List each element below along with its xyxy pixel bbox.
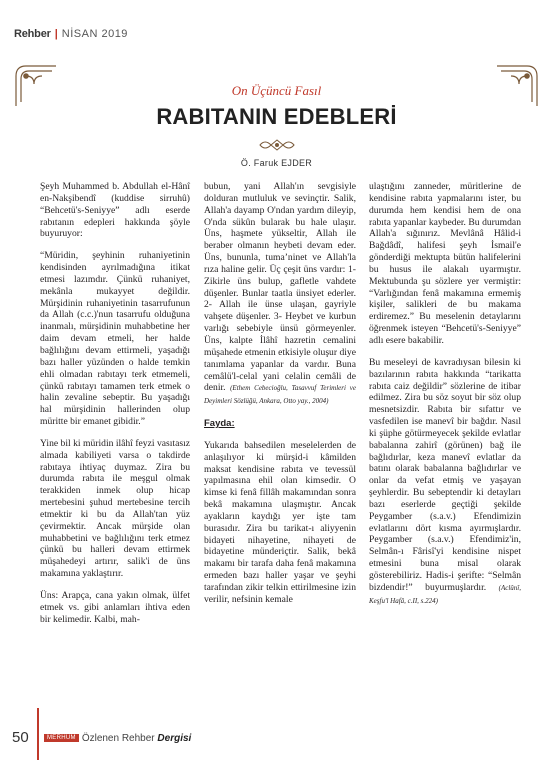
paragraph: “Müridin, şeyhinin ruhaniyetinin kendisinden ayrılmadığına itikat etmesi lazımdır. Çünkü ruhaniyet, mekânla mukayyet değildir. Mürşidinin ruhaniyetinin tasarrufunun da Allah (c.c.)'nun tasarrufu olduğuna inanmalı, mürşidinin muhabbetine her daim devam etmeli, her halde bağlılığını devam ettirmeli, yaşadığı bazı haller yüzünden o halde temkin ehli olmadan rabıtayı terk etmemeli, çünkü rabıtayı tamamen terk etmek o halin zevaline sebeptir. Bu yaşadığı hal mürşidinin hallerinden olup müritte bir emanet gibidir.”	[40, 250, 190, 428]
text-column-2	[204, 181, 356, 616]
paragraph: Yine bil ki müridin ilâhî feyzi vasıtasız almada kabiliyeti varsa o takdirde rabıtaya ihtiyaç duymaz. Zira bu durumda rabıta ile meşgul olmak terakkiden inmek olup hicap mertebesini şuhud mertebesine tercih etmektir ki bu da Allah'tan yüz çevirmektir. Ancak mürşide olan muhabbetini ve bağlılığını terk etmez çünkü bu halleri devam ettirmek müşahedeyi artırır, salik'i de üns makamına yaklaştırır.	[40, 437, 190, 580]
paragraph: Şeyh Muhammed b. Abdullah el-Hânî en-Nakşibendî (kuddise sirruhû) “Behcetü's-Seniyye” adlı eserde rabıtanın edepleri hakkında şöyle buyuruyor:	[40, 181, 190, 240]
paragraph-text: bubun, yani Allah'ın sevgisiyle dolduran mutluluk ve sevinçtir. Salik, Allah'a dayamp O'ndan yardım dileyip, O'nda sükûn bularak bu hale ulaşır. Üns, haşmete yükseltir, Allah ile beraber olmanın heybeti devam eder. Üns, bununla, tumaʼninet ve Allah'la rıza haline gelir. Üç çeşit üns vardır: 1- Zikirle üns bulup, gafletle vahdete düşenler. Bunlar taatla ünsiyet ederler. 2- Allah ile ünse ulaşan, gayriyle vahşete düşenler. 3- Heybet ve kurbun varlığı sebebiyle ünsü görmeyenler. Üns, kalpte İlâhî hazretin cemalini müşahede etmenin etkisiyle oluşur diye tanımlama yapanlar da vardır. Buna cemâlü'l-celal yani celalin cemâli de denir.	[204, 181, 356, 394]
magazine-name: Özlenen Rehber	[81, 733, 155, 744]
paragraph	[204, 181, 356, 408]
reference-citation: (Ethem Cebecioğlu, Tasavvuf Terimleri ve Deyimleri Sözlüğü, Ankara, Otto yay., 2004)	[204, 384, 356, 406]
article-title: RABITANIN EDEBLERİ	[156, 104, 397, 129]
article-author: Ö. Faruk EJDER	[240, 158, 313, 168]
header-separator: |	[54, 28, 58, 40]
section-heading-fayda: Fayda:	[204, 418, 235, 430]
text-column-3	[369, 181, 521, 618]
footer-accent-line	[37, 708, 39, 760]
magazine-logo: Rehber	[14, 28, 51, 40]
magazine-name-suffix: Dergisi	[157, 733, 192, 744]
divider-ornament-icon	[257, 138, 297, 152]
paragraph-text: Bu meseleyi de kavradıysan bilesin ki bazılarının rabıta hakkında “tarikatta rabıta caiz değildir” sözlerine de itibar edilmez. Zira bu söz soyut bir söz olup mesnetsizdir. Rabıta bir sıfattır ve vasfedilen ise manevî bir bağdır. Nasıl ki şüphe götürmeyecek şekilde evlatlar babalanna zahirî (görünen) bağ ile bağlıdırlar, keza manevî evlatlar da batını olarak babalanna bağlıdırlar ve onlar da vefat etmiş ve yaşayan şeyhlerdir. Bu sebeptendir ki detayları bazı eserlerde geçtiği şekilde Peygamber (s.a.v.) Efendimizin evlatlarını dört kısma ayırmışlardır. Peygamber (s.a.v.) Efendimiz'in, Selmân-ı Fârisî'yi kendisine nispet etmesini buna misal olarak gösterebiliriz. Hadis-i şerifte: “Selmân bizdendir!” buyurmuşlardır.	[369, 356, 521, 593]
merhum-badge: MERHUM	[44, 734, 79, 742]
page-footer	[44, 733, 191, 744]
article-subtitle: On Üçüncü Fasıl	[231, 83, 322, 98]
paragraph: Yukarıda bahsedilen meselelerden de anlaşılıyor ki mürşid-i kâmilden maksat kendisine rabıta ve tevessül yapılmasına ehil olan kimsedir. O kimse ki fenâ fillâh makamından sonra bekâ makamına ulaşmıştır. Ancak ayakların kaydığı yer işte tam burasıdır. Zira bu tarikat-ı aliyyenin bidayeti nihayetine, nihayeti de bidayetine münderiçtir. Salik, bekâ makamı bir tarafa daha fenâ makamına ermeden bazı haller yaşar ve şeyhi tarafından zikir telkin ettirilmesine izin verilir, nefsinin kemale	[204, 439, 356, 605]
reference-citation: (Aclûnî, Keşfu'l Hafâ, c.II, s.224)	[369, 583, 521, 605]
page-header	[14, 28, 128, 40]
paragraph: ulaştığını zanneder, müritlerine de kendisine rabıta yapmalarını ister, bu durumda hem kendisi hem de ona rabıta yapanlar kaybeder. Bu durumdan Allah'a sığınırız. Mevlânâ Hâlid-i Bağdâdî, halifesi şeyh İsmail'e gönderdiği mektupta bütün halifelerini bu husus ile alakalı uyarmıştır. Mektubunda şu sözlere yer vermiştir: “Varlığından fenâ makamına ermemiş kişiler, salikleri de bu makama erdiremez.” Bu meselenin detaylarını öğrenmek isteyen “Behcetü's-Seniyye” adlı esere bakabilir.	[369, 181, 521, 346]
issue-date: NİSAN 2019	[61, 28, 128, 40]
paragraph: Üns: Arapça, cana yakın olmak, ülfet etmek vs. gibi anlamları ihtiva eden bir kelimedir. Kalbi, mah-	[40, 590, 190, 625]
paragraph	[369, 357, 521, 608]
text-column-1	[40, 181, 190, 636]
page-number: 50	[12, 729, 29, 746]
